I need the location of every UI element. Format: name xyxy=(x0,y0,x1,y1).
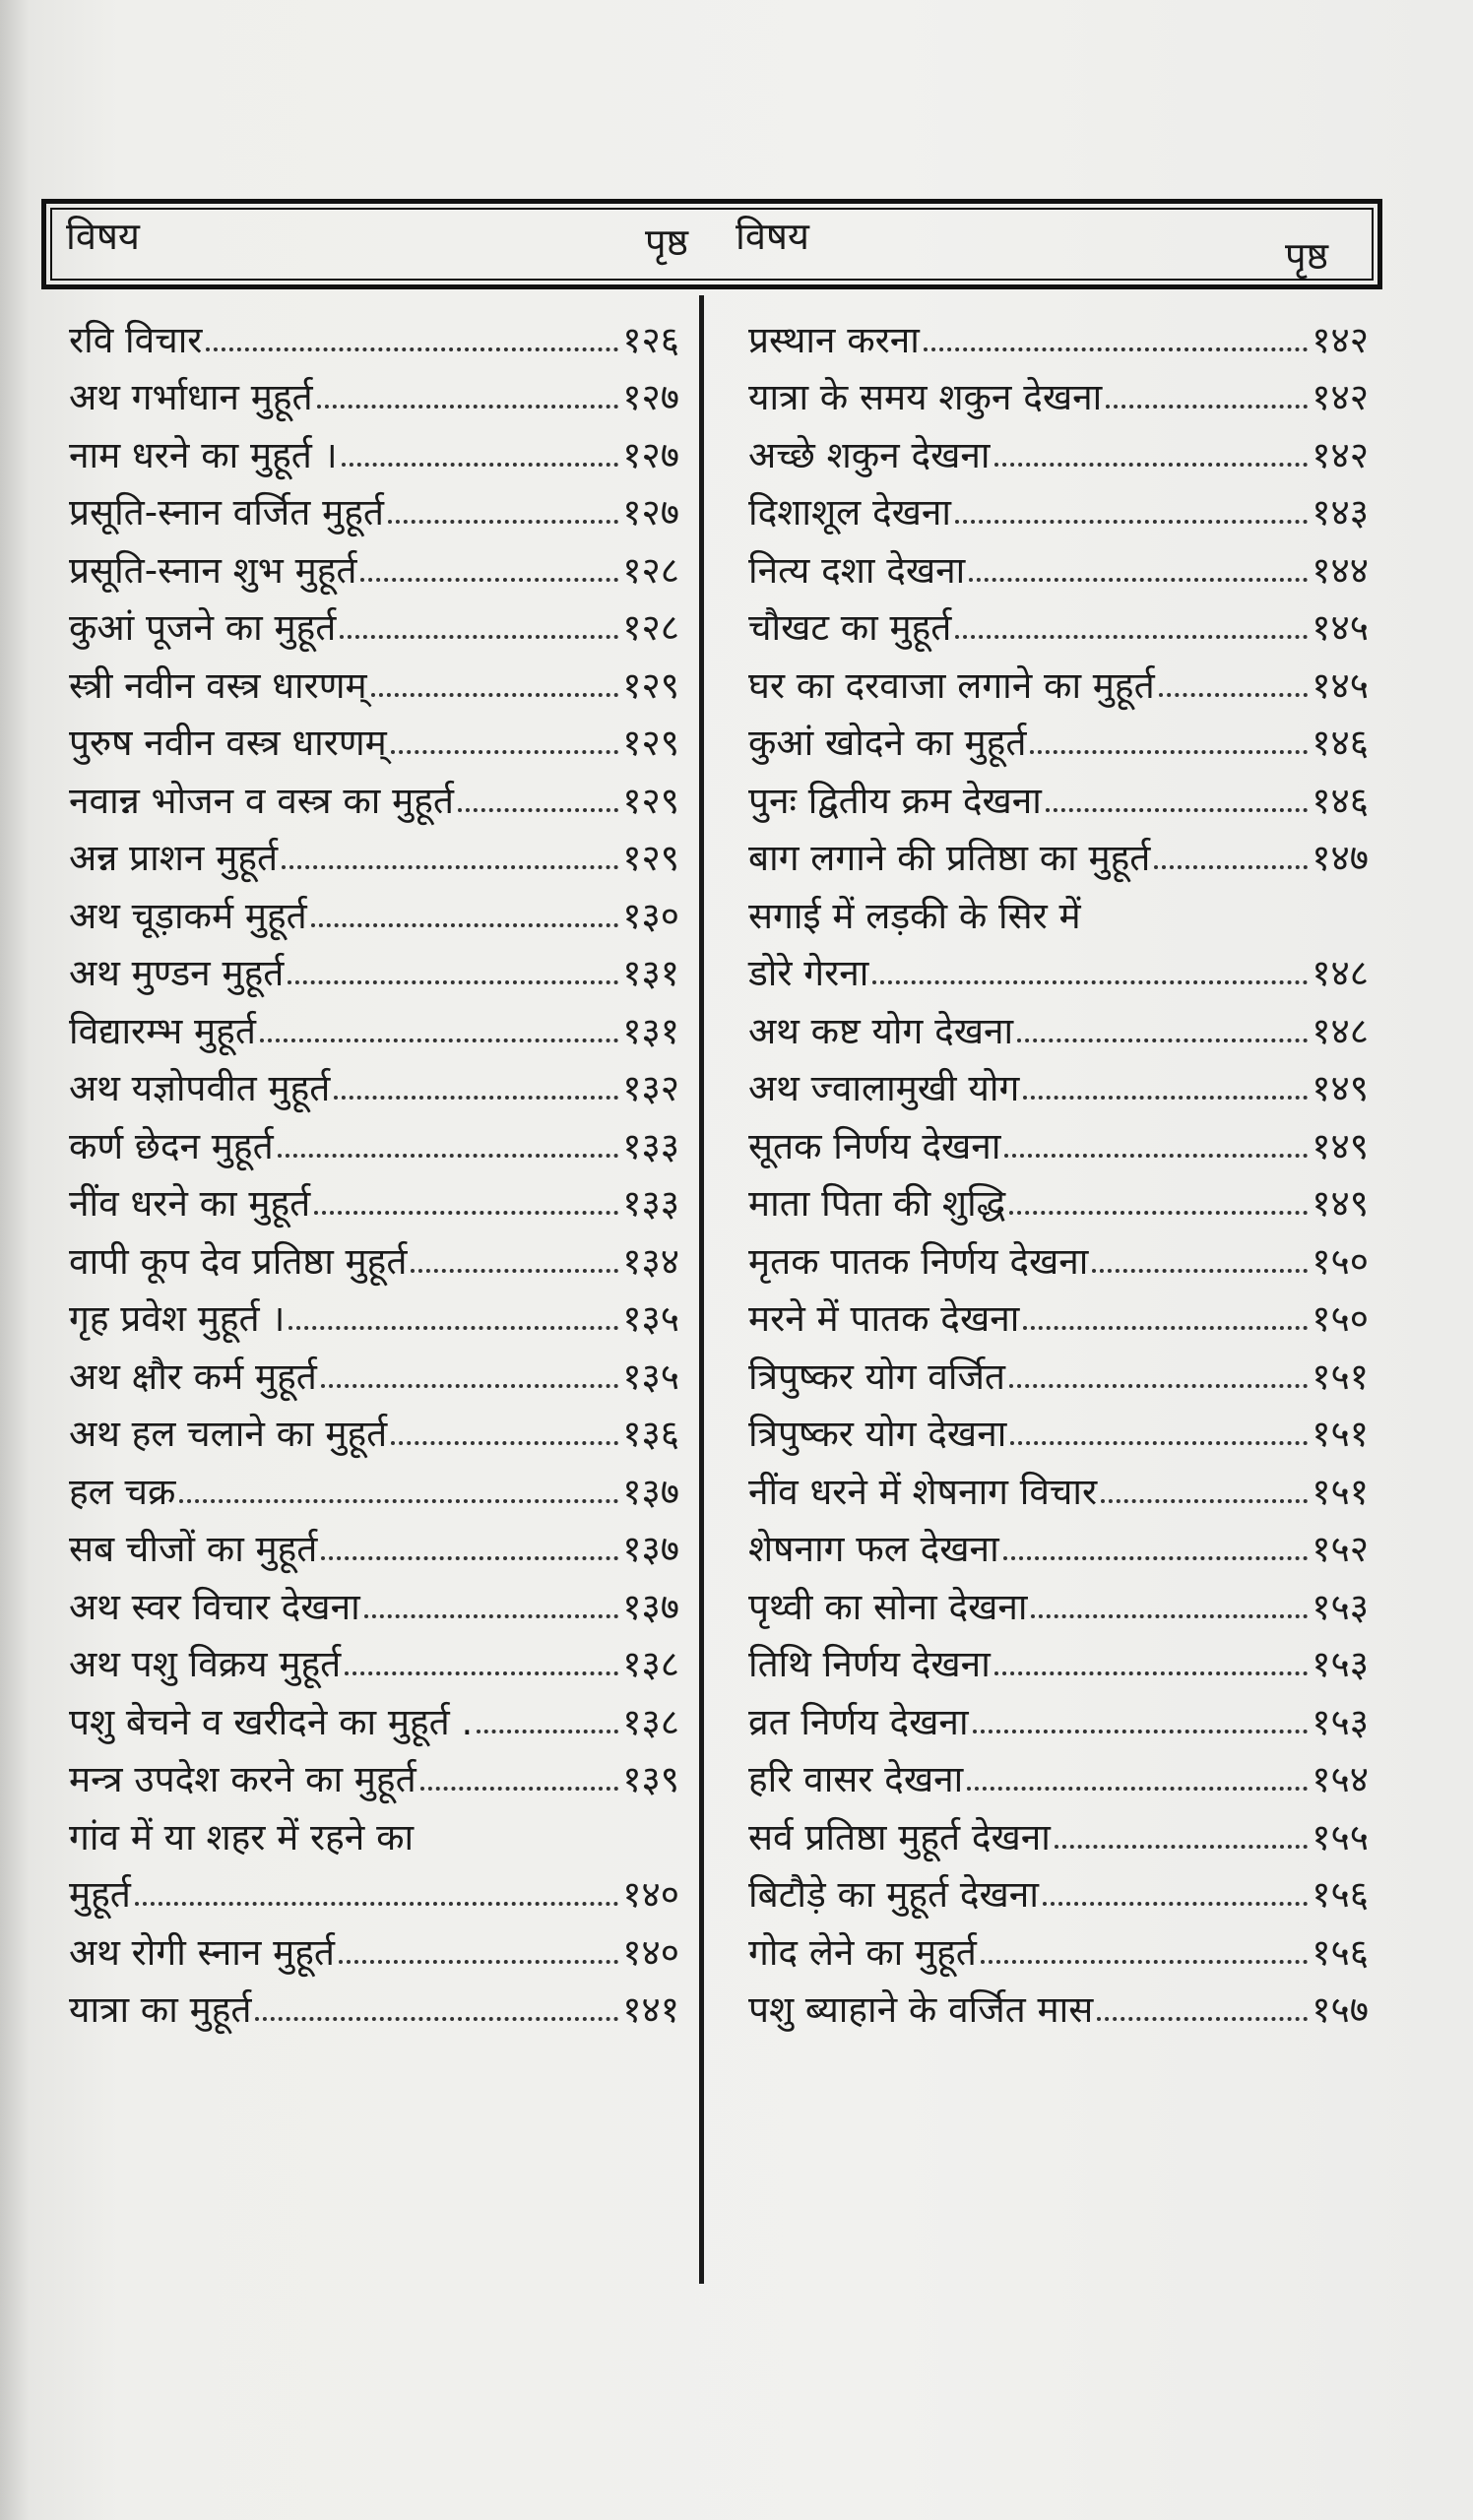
toc-entry xyxy=(748,646,1369,707)
toc-entry-title: नित्य दशा देखना xyxy=(748,548,966,592)
toc-entry xyxy=(69,1452,679,1513)
toc-entry-page: १४२ xyxy=(1312,376,1369,418)
toc-entry-page: १४५ xyxy=(1312,606,1369,649)
toc-entry-title: सूतक निर्णय देखना xyxy=(748,1124,1001,1167)
toc-entry xyxy=(748,589,1369,647)
toc-entry xyxy=(748,1452,1369,1513)
dot-leader xyxy=(282,865,618,869)
dot-leader xyxy=(314,1211,618,1215)
toc-entry-title: नाम धरने का मुहूर्त । xyxy=(69,433,338,476)
toc-entry-page: १२८ xyxy=(622,548,679,592)
toc-entry-page: १३४ xyxy=(622,1239,679,1283)
toc-entry-title: गोद लेने का मुहूर्त xyxy=(748,1930,977,1974)
dot-leader xyxy=(1010,1441,1308,1445)
toc-entry xyxy=(748,531,1369,592)
toc-entry-title: माता पिता की शुद्धि xyxy=(748,1182,1006,1225)
toc-entry-page: १३५ xyxy=(622,1297,679,1340)
dot-leader xyxy=(969,578,1308,582)
header-inner-border xyxy=(50,208,1374,281)
toc-entry xyxy=(69,1280,679,1338)
toc-entry-title: स्त्री नवीन वस्त्र धारणम् xyxy=(69,663,367,707)
toc-entry xyxy=(748,991,1369,1052)
contents-column-left xyxy=(69,300,679,2031)
toc-entry-title: शेषनाग फल देखना xyxy=(748,1528,999,1570)
toc-entry-page: १३८ xyxy=(622,1700,679,1743)
toc-entry-title: अथ स्वर विचार देखना xyxy=(69,1585,360,1628)
toc-entry-page: १४० xyxy=(622,1930,679,1974)
toc-entry-title: अथ रोगी स्नान मुहूर्त xyxy=(69,1930,335,1974)
toc-entry-title: अथ चूड़ाकर्म मुहूर्त xyxy=(69,894,307,937)
dot-leader xyxy=(288,980,618,984)
toc-entry-title: अथ ज्वालामुखी योग xyxy=(748,1067,1020,1109)
toc-entry xyxy=(748,1395,1369,1453)
toc-entry xyxy=(748,300,1369,361)
toc-entry-page: १५५ xyxy=(1312,1815,1369,1858)
toc-entry-page: १३८ xyxy=(622,1643,679,1685)
toc-entry xyxy=(69,761,679,822)
toc-entry-page: १३१ xyxy=(622,952,679,994)
dot-leader xyxy=(955,635,1308,639)
toc-entry xyxy=(69,1971,679,2029)
toc-entry-page: १३९ xyxy=(622,1758,679,1800)
toc-entry-page: १२७ xyxy=(622,491,679,534)
toc-entry-title: डोरे गेरना xyxy=(748,952,869,994)
toc-entry-title: त्रिपुष्कर योग देखना xyxy=(748,1413,1007,1455)
toc-entry xyxy=(748,1165,1369,1223)
toc-entry-page: १३६ xyxy=(622,1413,679,1455)
toc-entry-page: १३३ xyxy=(622,1182,679,1225)
toc-entry-page: १५७ xyxy=(1312,1988,1369,2031)
toc-entry-page: १४७ xyxy=(1312,837,1369,879)
dot-leader xyxy=(981,1960,1308,1964)
dot-leader xyxy=(1046,808,1308,812)
dot-leader xyxy=(1092,1269,1308,1273)
toc-entry-title: यात्रा का मुहूर्त xyxy=(69,1988,252,2031)
column-divider xyxy=(699,295,704,2284)
toc-entry-title: प्रसूति-स्नान शुभ मुहूर्त xyxy=(69,548,357,592)
toc-entry-title: हरि वासर देखना xyxy=(748,1758,964,1800)
toc-entry xyxy=(748,1049,1369,1107)
toc-entry xyxy=(748,358,1369,416)
dot-leader xyxy=(1030,750,1308,754)
dot-leader xyxy=(360,578,618,582)
dot-leader xyxy=(1009,1384,1308,1388)
toc-entry xyxy=(748,934,1369,992)
toc-entry-page: १३७ xyxy=(622,1528,679,1570)
toc-entry-page: १२९ xyxy=(622,837,679,879)
toc-entry-page: १५१ xyxy=(1312,1354,1369,1398)
toc-entry-page: १५३ xyxy=(1312,1700,1369,1743)
toc-entry xyxy=(69,589,679,647)
toc-entry xyxy=(748,1856,1369,1914)
dot-leader xyxy=(1004,1154,1308,1158)
dot-leader xyxy=(339,1960,618,1964)
toc-entry xyxy=(69,704,679,762)
toc-entry xyxy=(69,473,679,532)
dot-leader xyxy=(1106,405,1308,409)
toc-entry-page: १४८ xyxy=(1312,1009,1369,1052)
toc-entry-title: यात्रा के समय शकुन देखना xyxy=(748,376,1103,418)
dot-leader xyxy=(1003,1556,1309,1560)
toc-entry xyxy=(69,1567,679,1628)
dot-leader xyxy=(321,1384,618,1388)
toc-entry xyxy=(69,358,679,416)
toc-entry xyxy=(748,704,1369,762)
toc-entry xyxy=(69,1913,679,1974)
dot-leader xyxy=(342,463,619,467)
toc-entry-title: सर्व प्रतिष्ठा मुहूर्त देखना xyxy=(748,1815,1051,1858)
toc-entry-page: १४९ xyxy=(1312,1182,1369,1225)
toc-entry-title: अथ मुण्डन मुहूर्त xyxy=(69,952,285,994)
toc-entry-title: कुआं खोदने का मुहूर्त xyxy=(748,722,1027,764)
toc-entry-title: पुरुष नवीन वस्त्र धारणम् xyxy=(69,722,387,764)
dot-leader xyxy=(321,1556,618,1560)
toc-entry-title: घर का दरवाजा लगाने का मुहूर्त xyxy=(748,663,1155,707)
toc-entry-page: १५१ xyxy=(1312,1470,1369,1513)
toc-entry xyxy=(748,1682,1369,1743)
toc-entry-title: पुनः द्वितीय क्रम देखना xyxy=(748,779,1042,822)
toc-entry-title: अथ क्षौर कर्म मुहूर्त xyxy=(69,1354,317,1398)
toc-entry xyxy=(748,1337,1369,1398)
toc-entry xyxy=(69,1510,679,1568)
toc-entry-page: १५२ xyxy=(1312,1528,1369,1570)
toc-entry xyxy=(69,991,679,1052)
dot-leader xyxy=(206,347,618,351)
toc-entry xyxy=(69,1395,679,1453)
toc-entry-page: १२९ xyxy=(622,663,679,707)
toc-entry-page: १३७ xyxy=(622,1470,679,1513)
header-subject-right: विषय xyxy=(736,215,809,258)
toc-entry-title: अथ यज्ञोपवीत मुहूर्त xyxy=(69,1067,331,1109)
dot-leader xyxy=(1009,1211,1308,1215)
toc-entry-title: प्रसूति-स्नान वर्जित मुहूर्त xyxy=(69,491,384,534)
toc-entry-title: चौखट का मुहूर्त xyxy=(748,606,952,649)
toc-entry-title: बाग लगाने की प्रतिष्ठा का मुहूर्त xyxy=(748,837,1151,879)
toc-entry xyxy=(748,819,1369,877)
toc-entry-page: १४८ xyxy=(1312,952,1369,994)
dot-leader xyxy=(458,808,618,812)
toc-entry-title: मृतक पातक निर्णय देखना xyxy=(748,1239,1089,1283)
toc-entry-title: दिशाशूल देखना xyxy=(748,491,952,534)
dot-leader xyxy=(1031,1614,1308,1618)
toc-entry xyxy=(748,1567,1369,1628)
toc-entry-title: सब चीजों का मुहूर्त xyxy=(69,1528,318,1570)
toc-entry-title: पशु ब्याहाने के वर्जित मास xyxy=(748,1988,1094,2031)
toc-entry-title: प्रस्थान करना xyxy=(748,318,920,361)
dot-leader xyxy=(994,1671,1308,1675)
toc-entry-page: १४० xyxy=(622,1873,679,1916)
toc-entry-page: १३१ xyxy=(622,1009,679,1052)
toc-entry-page: १४५ xyxy=(1312,663,1369,707)
dot-leader xyxy=(872,980,1308,984)
toc-entry-page: १३७ xyxy=(622,1585,679,1628)
toc-entry xyxy=(748,1510,1369,1568)
dot-leader xyxy=(288,1326,618,1330)
toc-entry-title: मुहूर्त xyxy=(69,1873,131,1916)
toc-entry-page: १४१ xyxy=(622,1988,679,2031)
toc-entry-title: हल चक्र xyxy=(69,1470,176,1513)
dot-leader xyxy=(1159,693,1309,697)
toc-entry xyxy=(748,876,1369,937)
toc-entry-page: १४२ xyxy=(1312,433,1369,476)
dot-leader xyxy=(1017,1039,1308,1042)
toc-entry xyxy=(69,1856,679,1914)
dot-leader xyxy=(278,1154,619,1158)
toc-entry xyxy=(69,1106,679,1165)
dot-leader xyxy=(1023,1326,1308,1330)
toc-entry xyxy=(748,1106,1369,1165)
dot-leader xyxy=(1097,2017,1308,2021)
toc-entry-title: कर्ण छेदन मुहूर्त xyxy=(69,1124,274,1167)
dot-leader xyxy=(924,347,1308,351)
toc-entry-title: नींव धरने में शेषनाग विचार xyxy=(748,1470,1098,1513)
toc-entry-title: तिथि निर्णय देखना xyxy=(748,1643,991,1685)
toc-entry xyxy=(69,876,679,937)
header-subject-left: विषय xyxy=(66,215,140,258)
toc-entry-title: मन्त्र उपदेश करने का मुहूर्त xyxy=(69,1758,416,1800)
dot-leader xyxy=(420,1787,619,1791)
toc-entry xyxy=(748,415,1369,476)
toc-entry-page: १४६ xyxy=(1312,779,1369,822)
toc-entry-page: १४६ xyxy=(1312,722,1369,764)
toc-entry-page: १५६ xyxy=(1312,1873,1369,1916)
toc-entry-title: गृह प्रवेश मुहूर्त । xyxy=(69,1297,286,1340)
toc-entry xyxy=(748,1913,1369,1974)
dot-leader xyxy=(994,463,1309,467)
toc-entry-page: १४३ xyxy=(1312,491,1369,534)
toc-entry xyxy=(748,1797,1369,1856)
toc-entry xyxy=(748,761,1369,822)
toc-entry-page: १४२ xyxy=(1312,318,1369,361)
toc-entry-page: १४९ xyxy=(1312,1067,1369,1109)
toc-entry-page: १४९ xyxy=(1312,1124,1369,1167)
toc-entry xyxy=(69,1165,679,1223)
dot-leader xyxy=(260,1039,618,1042)
toc-entry-title: अन्न प्राशन मुहूर्त xyxy=(69,837,279,879)
toc-entry-page: १३२ xyxy=(622,1067,679,1109)
toc-entry-title: अथ कष्ट योग देखना xyxy=(748,1009,1014,1052)
dot-leader xyxy=(1101,1499,1308,1503)
dot-leader xyxy=(391,750,618,754)
dot-leader xyxy=(371,693,619,697)
toc-entry-page: १४४ xyxy=(1312,548,1369,592)
toc-entry xyxy=(69,415,679,476)
dot-leader xyxy=(345,1671,618,1675)
toc-entry-page: १५० xyxy=(1312,1297,1369,1340)
dot-leader xyxy=(255,2017,618,2021)
dot-leader xyxy=(391,1441,618,1445)
toc-entry-page: १५३ xyxy=(1312,1643,1369,1685)
dot-leader xyxy=(1043,1902,1308,1906)
toc-entry xyxy=(69,300,679,361)
toc-entry-page: १३५ xyxy=(622,1354,679,1398)
toc-entry xyxy=(69,819,679,877)
toc-entry-page: १२८ xyxy=(622,606,679,649)
toc-entry xyxy=(748,1971,1369,2029)
toc-entry-title: सगाई में लड़की के सिर में xyxy=(748,894,1081,937)
toc-entry xyxy=(69,1049,679,1107)
table-header xyxy=(41,199,1382,289)
dot-leader xyxy=(1055,1845,1308,1849)
toc-entry-page: १२९ xyxy=(622,779,679,822)
toc-entry xyxy=(748,1625,1369,1683)
toc-entry-title: पशु बेचने व खरीदने का मुहूर्त . xyxy=(69,1700,474,1743)
dot-leader xyxy=(973,1730,1309,1733)
toc-entry-title: वापी कूप देव प्रतिष्ठा मुहूर्त xyxy=(69,1239,408,1283)
toc-entry-title: विद्यारम्भ मुहूर्त xyxy=(69,1009,256,1052)
toc-entry-page: १२९ xyxy=(622,722,679,764)
toc-entry-title: नींव धरने का मुहूर्त xyxy=(69,1182,311,1225)
dot-leader xyxy=(955,520,1308,524)
dot-leader xyxy=(364,1614,619,1618)
toc-entry xyxy=(69,646,679,707)
dot-leader xyxy=(135,1902,618,1906)
toc-entry-page: १२६ xyxy=(622,318,679,361)
toc-entry-title: व्रत निर्णय देखना xyxy=(748,1700,969,1743)
toc-entry xyxy=(69,1222,679,1283)
toc-entry-page: १५३ xyxy=(1312,1585,1369,1628)
toc-entry-page: १२७ xyxy=(622,376,679,418)
toc-entry xyxy=(69,1625,679,1683)
toc-entry-title: कुआं पूजने का मुहूर्त xyxy=(69,606,337,649)
dot-leader xyxy=(179,1499,618,1503)
toc-entry-title: नवान्न भोजन व वस्त्र का मुहूर्त xyxy=(69,779,454,822)
toc-entry xyxy=(69,1682,679,1743)
toc-entry xyxy=(69,934,679,992)
toc-entry xyxy=(69,1797,679,1856)
dot-leader xyxy=(1023,1096,1308,1100)
toc-entry-page: १५० xyxy=(1312,1239,1369,1283)
toc-entry xyxy=(748,1280,1369,1338)
toc-entry xyxy=(69,1337,679,1398)
toc-entry-page: १३३ xyxy=(622,1124,679,1167)
dot-leader xyxy=(334,1096,618,1100)
toc-entry-title: रवि विचार xyxy=(69,318,203,361)
dot-leader xyxy=(967,1787,1308,1791)
toc-entry-page: १५४ xyxy=(1312,1758,1369,1800)
toc-entry-page: १५१ xyxy=(1312,1413,1369,1455)
toc-entry xyxy=(748,473,1369,532)
toc-entry-title: बिटौड़े का मुहूर्त देखना xyxy=(748,1873,1039,1916)
toc-entry-title: अच्छे शकुन देखना xyxy=(748,433,991,476)
contents-column-right xyxy=(748,300,1369,2031)
dot-leader xyxy=(477,1730,618,1733)
dot-leader xyxy=(311,923,619,927)
header-page-right: पृष्ठ xyxy=(1285,234,1328,278)
toc-entry-title: मरने में पातक देखना xyxy=(748,1297,1020,1340)
toc-entry-page: १२७ xyxy=(622,433,679,476)
dot-leader xyxy=(411,1269,618,1273)
dot-leader xyxy=(340,635,618,639)
toc-entry-title: अथ पशु विक्रय मुहूर्त xyxy=(69,1643,342,1685)
toc-entry-title: त्रिपुष्कर योग वर्जित xyxy=(748,1354,1005,1398)
toc-entry xyxy=(69,531,679,592)
toc-entry-page: १५६ xyxy=(1312,1930,1369,1974)
header-page-left: पृष्ठ xyxy=(645,220,688,264)
toc-entry xyxy=(748,1222,1369,1283)
toc-entry-title: गांव में या शहर में रहने का xyxy=(69,1815,415,1858)
dot-leader xyxy=(388,520,618,524)
dot-leader xyxy=(1154,865,1308,869)
toc-entry-title: अथ हल चलाने का मुहूर्त xyxy=(69,1413,388,1455)
dot-leader xyxy=(317,405,619,409)
toc-entry-title: पृथ्वी का सोना देखना xyxy=(748,1585,1028,1628)
toc-entry-page: १३० xyxy=(622,894,679,937)
toc-entry-title: अथ गर्भाधान मुहूर्त xyxy=(69,376,313,418)
toc-entry xyxy=(69,1740,679,1798)
toc-entry xyxy=(748,1740,1369,1798)
